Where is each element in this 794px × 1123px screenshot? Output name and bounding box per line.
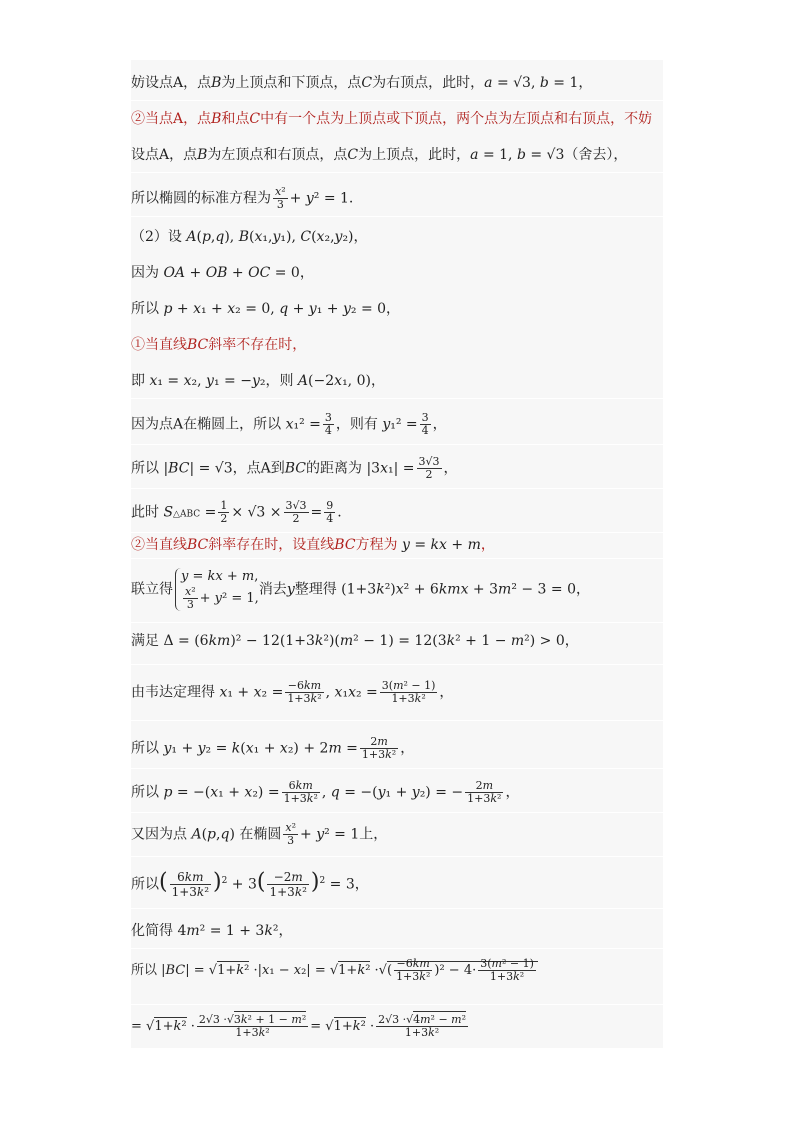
solution-line-6: 因为 OA + OB + OC = 0， (131, 265, 314, 281)
solution-line-11: 所以 |BC| = √3，点A到BC的距离为 |3x₁| = $\frac{3√3}{2}$ ， (131, 455, 458, 481)
solution-line-21: 化简得 4m² = 1 + 3k²， (131, 923, 293, 939)
solution-line-8: ①当直线BC斜率不存在时， (131, 337, 307, 353)
solution-line-2: ②当点A，点B和点C中有一个点为上顶点或下顶点，两个点为左顶点和右顶点，不妨 (131, 111, 653, 127)
solution-line-20: 所以( $\frac{6km}{\text{1+3k²}}$ )$^2$ + 3( $\frac{-2m}{\text{1+3k²}}$ )$^2$ = 3， (131, 869, 369, 899)
solution-line-12: 此时 S△ABC = $\frac{1}{2}$ × √3 × $\frac{3√3}{2}$ = $\frac{9}{4}$ . (131, 499, 342, 525)
solution-line-18: 所以 p = −(x₁ + x₂) = $\frac{6km}{\text{1+3k²}}$ , q = −(y₁ + y₂) = − $\frac{2m}{\text{1+3k²}}$ ， (131, 779, 520, 805)
solution-line-19: 又因为点 A(p,q) 在椭圆 $\frac{\text{x²}}{3}$ + y² = 1上， (131, 821, 388, 847)
solution-line-3: 设点A，点B为左顶点和右顶点，点C为上顶点，此时，a = 1, b = √3（舍去）， (131, 147, 628, 163)
solution-line-16: 由韦达定理得 x₁ + x₂ = $\frac{-6km}{\text{1+3k²}}$ , x₁x₂ = $\frac{\text{3(m² − 1)}}{\text{1+3k²}}$ ， (131, 679, 454, 705)
solution-line-1: 妨设点A，点B为上顶点和下顶点，点C为右顶点，此时，a = √3, b = 1， (131, 75, 593, 91)
solution-line-5: （2）设 A(p,q), B(x₁,y₁), C(x₂,y₂)， (131, 229, 368, 245)
document-page (131, 60, 663, 1048)
solution-line-22: 所以 |BC| = √1+k² ·|x₁ − x₂| = √1+k² ·√( $\frac{-6km}{\text{1+3k²}}$ )² − 4· $\frac{\text{3(m² − 1)}}{\text{1+3k²}}$ (131, 958, 663, 983)
solution-line-17: 所以 y₁ + y₂ = k(x₁ + x₂) + 2m = $\frac{2m}{\text{1+3k²}}$ ， (131, 735, 415, 761)
solution-line-10: 因为点A在椭圆上，所以 x₁² = $\frac{3}{4}$ ，则有 y₁² = $\frac{3}{4}$ ， (131, 411, 447, 437)
solution-line-4: 所以椭圆的标准方程为 $\frac{\text{x²}}{3}$ + y² = 1. (131, 185, 354, 211)
solution-line-23: = √1+k² · $\frac{\text{2√3 ·√3k² + 1 − m²}}{\text{1+3k²}}$ = √1+k² · $\frac{\text{2√3 ·√4m² − m²}}{\text{1+3k²}}$ (131, 1013, 467, 1039)
solution-line-9: 即 x₁ = x₂, y₁ = −y₂，则 A(−2x₁, 0)， (131, 373, 385, 389)
solution-line-15: 满足 Δ = (6km)² − 12(1+3k²)(m² − 1) = 12(3k² + 1 − m²) > 0， (131, 633, 579, 649)
solution-line-7: 所以 p + x₁ + x₂ = 0, q + y₁ + y₂ = 0， (131, 301, 401, 317)
solution-line-13: ②当直线BC斜率存在时，设直线BC方程为 y = kx + m， (131, 537, 495, 553)
solution-line-14: 联立得y = kx + m, $\frac{\text{x²}}{3}$ + y² = 1,消去y整理得 (1+3k²)x² + 6kmx + 3m² − 3 = 0， (131, 569, 591, 611)
